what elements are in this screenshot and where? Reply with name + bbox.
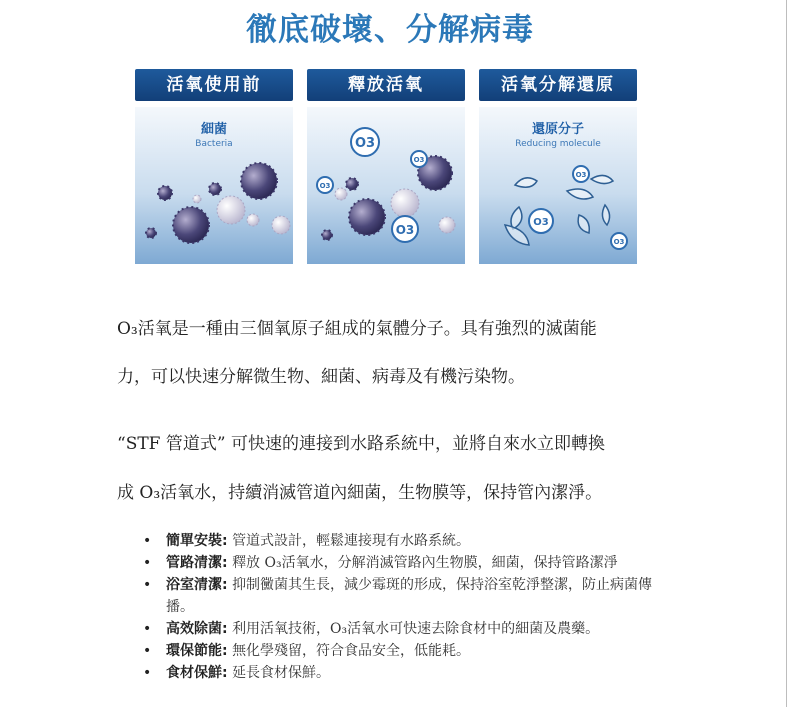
stf-line-1: “STF 管道式” 可快速的連接到水路系統中，並將自來水立即轉換: [117, 434, 605, 454]
panel-decompose-illustration: [479, 107, 637, 264]
panel-before-header: 活氧使用前: [135, 69, 293, 101]
feature-text: 抑制黴菌其生長，減少霉斑的形成，保持浴室乾淨整潔，防止病菌傳播。: [166, 577, 653, 615]
hero-title: 徹底破壞、分解病毒: [246, 12, 534, 48]
caption-zh: 細菌: [200, 122, 227, 137]
panel-decompose: [479, 69, 637, 264]
list-item: [140, 552, 680, 574]
hero-figure: [120, 0, 660, 280]
feature-label: 食材保鮮:: [166, 665, 228, 681]
o3-badge: O3: [354, 136, 376, 151]
panel-before-caption: [135, 123, 293, 151]
o3-badge: O3: [533, 217, 549, 228]
panel-before-illustration: [135, 107, 293, 264]
o3-badge: O3: [319, 182, 331, 190]
list-item: [140, 618, 680, 640]
panel-decompose-header: 活氧分解還原: [479, 69, 637, 101]
caption-zh: 還原分子: [531, 122, 584, 137]
feature-label: 管路清潔:: [166, 555, 228, 571]
feature-text: 管道式設計，輕鬆連接現有水路系統。: [232, 533, 471, 549]
panel-release: [307, 69, 465, 264]
caption-en: Reducing molecule: [515, 139, 601, 149]
feature-text: 無化學殘留，符合食品安全，低能耗。: [232, 643, 471, 659]
stf-line-2: 成 O₃活氧水，持續消滅管道內細菌，生物膜等，保持管內潔淨。: [117, 483, 603, 503]
panel-before: [135, 69, 293, 264]
o3-badge: O3: [613, 238, 625, 246]
list-item: [140, 574, 680, 618]
intro-line-2: 力，可以快速分解微生物、細菌、病毒及有機污染物。: [117, 367, 525, 387]
feature-list: [140, 530, 680, 684]
intro-line-1: O₃活氧是一種由三個氧原子組成的氣體分子。具有強烈的滅菌能: [117, 319, 597, 339]
ozone-release-illustration: [307, 107, 465, 264]
feature-label: 高效除菌:: [166, 621, 228, 637]
o3-badge: O3: [395, 223, 415, 237]
caption-en: Bacteria: [195, 139, 233, 149]
list-item: [140, 530, 680, 552]
o3-badge: O3: [575, 171, 587, 179]
page-edge-rule: [786, 0, 787, 707]
feature-label: 環保節能:: [166, 643, 228, 659]
panel-release-header: 釋放活氧: [307, 69, 465, 101]
panel-release-illustration: [307, 107, 465, 264]
feature-text: 延長食材保鮮。: [232, 665, 331, 681]
feature-label: 浴室清潔:: [166, 577, 228, 593]
feature-text: 釋放 O₃活氧水，分解消滅管路內生物膜，細菌，保持管路潔淨: [232, 555, 618, 571]
o3-badge: O3: [413, 156, 425, 164]
feature-label: 簡單安裝:: [166, 533, 228, 549]
feature-text: 利用活氧技術，O₃活氧水可快速去除食材中的細菌及農藥。: [232, 621, 600, 637]
list-item: [140, 662, 680, 684]
panel-decompose-caption: [479, 123, 637, 151]
list-item: [140, 640, 680, 662]
